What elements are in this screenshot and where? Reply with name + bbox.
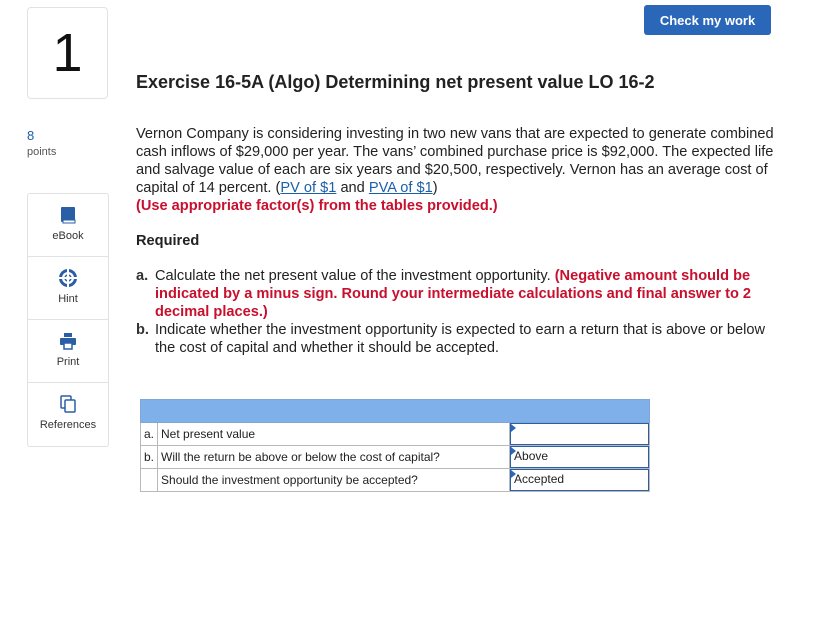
factor-instruction: (Use appropriate factor(s) from the tables provided.) — [136, 198, 498, 214]
question-number: 1 — [27, 7, 108, 99]
row-letter: b. — [141, 446, 158, 469]
pva-table-link[interactable]: PVA of $1 — [368, 180, 433, 196]
table-row — [141, 469, 650, 492]
required-heading: Required — [136, 233, 200, 249]
accept-answer-cell — [510, 469, 650, 492]
exercise-title: Exercise 16-5A (Algo) Determining net present value LO 16-2 — [136, 72, 655, 92]
ebook-label: eBook — [52, 230, 84, 242]
return-select[interactable]: Above — [510, 446, 649, 468]
references-label: References — [39, 419, 97, 431]
requirements-list — [136, 267, 786, 357]
row-label: Should the investment opportunity be accepted? — [158, 469, 510, 492]
problem-text: Vernon Company is considering investing in two new vans that are expected to generate combined cash inflows of $29,000 per year. The vans’ combined purchase price is $92,000. The expected life and salvage value of each are six years and $20,500, respectively. Vernon has an average cost of capital of 14 percent. ( — [136, 126, 774, 196]
flag-marker-icon — [511, 424, 516, 432]
problem-statement — [136, 125, 786, 215]
tools-panel — [27, 193, 109, 447]
requirement-a-main: Calculate the net present value of the investment opportunity. — [155, 268, 555, 284]
requirement-b-text: Indicate whether the investment opportunity is expected to earn a return that is above or below the cost of capital and whether it should be accepted. — [155, 322, 766, 356]
print-label: Print — [56, 356, 80, 368]
book-icon — [59, 206, 77, 224]
hint-button[interactable] — [28, 257, 108, 320]
lifebuoy-icon — [59, 269, 77, 287]
row-label: Will the return be above or below the cost of capital? — [158, 446, 510, 469]
return-answer-cell — [510, 446, 650, 469]
hint-label: Hint — [58, 293, 78, 305]
table-row — [141, 446, 650, 469]
link-close-paren: ) — [432, 180, 438, 196]
points-value: 8 — [27, 128, 35, 143]
references-button[interactable] — [28, 383, 108, 446]
printer-icon — [59, 332, 77, 350]
documents-icon — [59, 395, 77, 413]
ebook-button[interactable] — [28, 194, 108, 257]
table-row — [141, 423, 650, 446]
flag-marker-icon — [511, 470, 516, 478]
answer-table-header — [141, 400, 650, 423]
row-letter — [141, 469, 158, 492]
answer-table — [140, 399, 650, 492]
pv-table-link[interactable]: PV of $1 — [280, 180, 337, 196]
requirement-a-letter: a. — [136, 268, 149, 284]
points-label: points — [27, 146, 57, 158]
flag-marker-icon — [511, 447, 516, 455]
npv-answer-cell — [510, 423, 650, 446]
row-label: Net present value — [158, 423, 510, 446]
check-my-work-button[interactable]: Check my work — [644, 5, 771, 35]
requirement-a-instruction: (Negative amount should be indicated by a minus sign. Round your intermediate calculations and final answer to 2 decimal places.) — [155, 268, 752, 320]
accept-select[interactable]: Accepted — [510, 469, 649, 491]
row-letter: a. — [141, 423, 158, 446]
requirement-a-text — [155, 267, 786, 321]
link-separator: and — [336, 180, 369, 196]
requirement-b-letter: b. — [136, 322, 149, 338]
npv-input[interactable] — [510, 423, 649, 445]
print-button[interactable] — [28, 320, 108, 383]
requirement-a — [136, 267, 786, 321]
requirement-b — [136, 321, 786, 357]
